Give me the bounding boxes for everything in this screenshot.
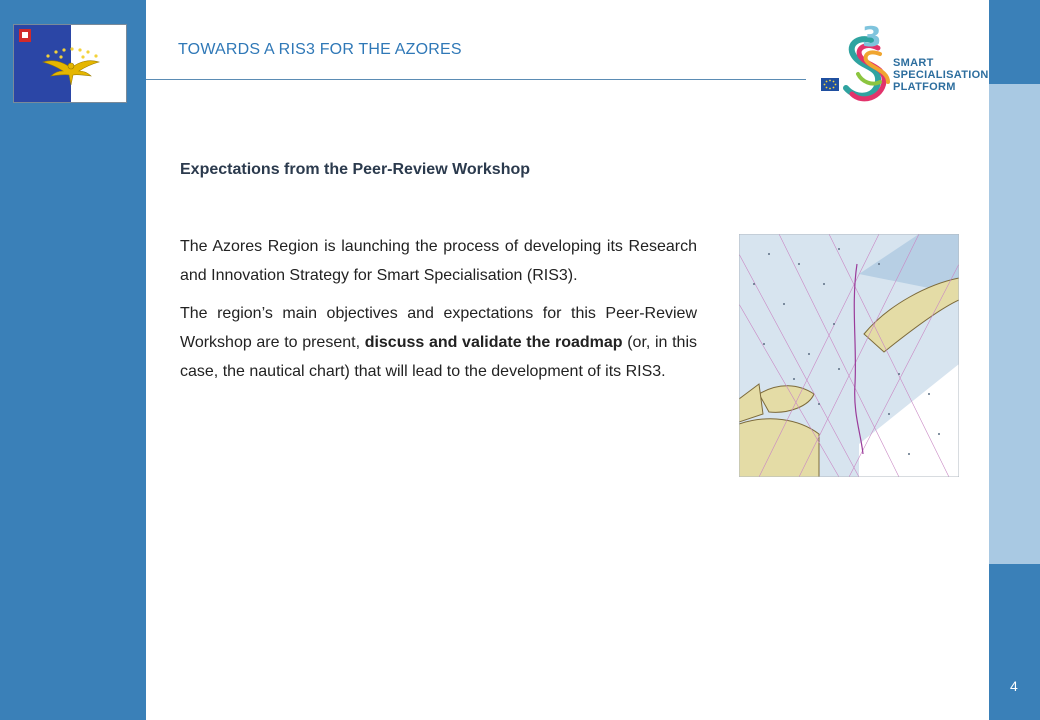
paragraph-2-end: (or, in this case, the nautical chart) that will lead to the development of its RIS3. <box>180 334 698 380</box>
logo-mark: 3 <box>862 20 882 53</box>
right-band-bottom <box>989 564 1040 720</box>
header-divider <box>146 79 806 80</box>
logo-line-specialisation: SPECIALISATION <box>893 69 989 81</box>
section-title: Expectations from the Peer-Review Workshop <box>180 161 531 178</box>
body-text <box>180 232 697 395</box>
paragraph-2-bold: discuss and validate the roadmap <box>364 334 623 351</box>
page-number: 4 <box>1010 678 1018 694</box>
paragraph-2-start: The region’s main objectives and expectations for this Peer-Review Workshop are to present, <box>180 305 697 351</box>
logo-line-platform: PLATFORM <box>893 81 956 93</box>
right-band-middle <box>989 84 1040 564</box>
right-band-top <box>989 0 1040 84</box>
header-title: TOWARDS A RIS3 FOR THE AZORES <box>178 41 462 58</box>
nautical-chart-image <box>739 234 959 477</box>
paragraph-1: The Azores Region is launching the process of developing its Research and Innovation Strategy for Smart Specialisation (RIS3). <box>180 238 697 284</box>
logo-line-smart: SMART <box>893 57 934 69</box>
left-sidebar-band <box>0 0 146 720</box>
azores-flag-icon <box>13 24 127 103</box>
logo-text <box>893 57 989 93</box>
paragraph-2 <box>180 299 697 386</box>
